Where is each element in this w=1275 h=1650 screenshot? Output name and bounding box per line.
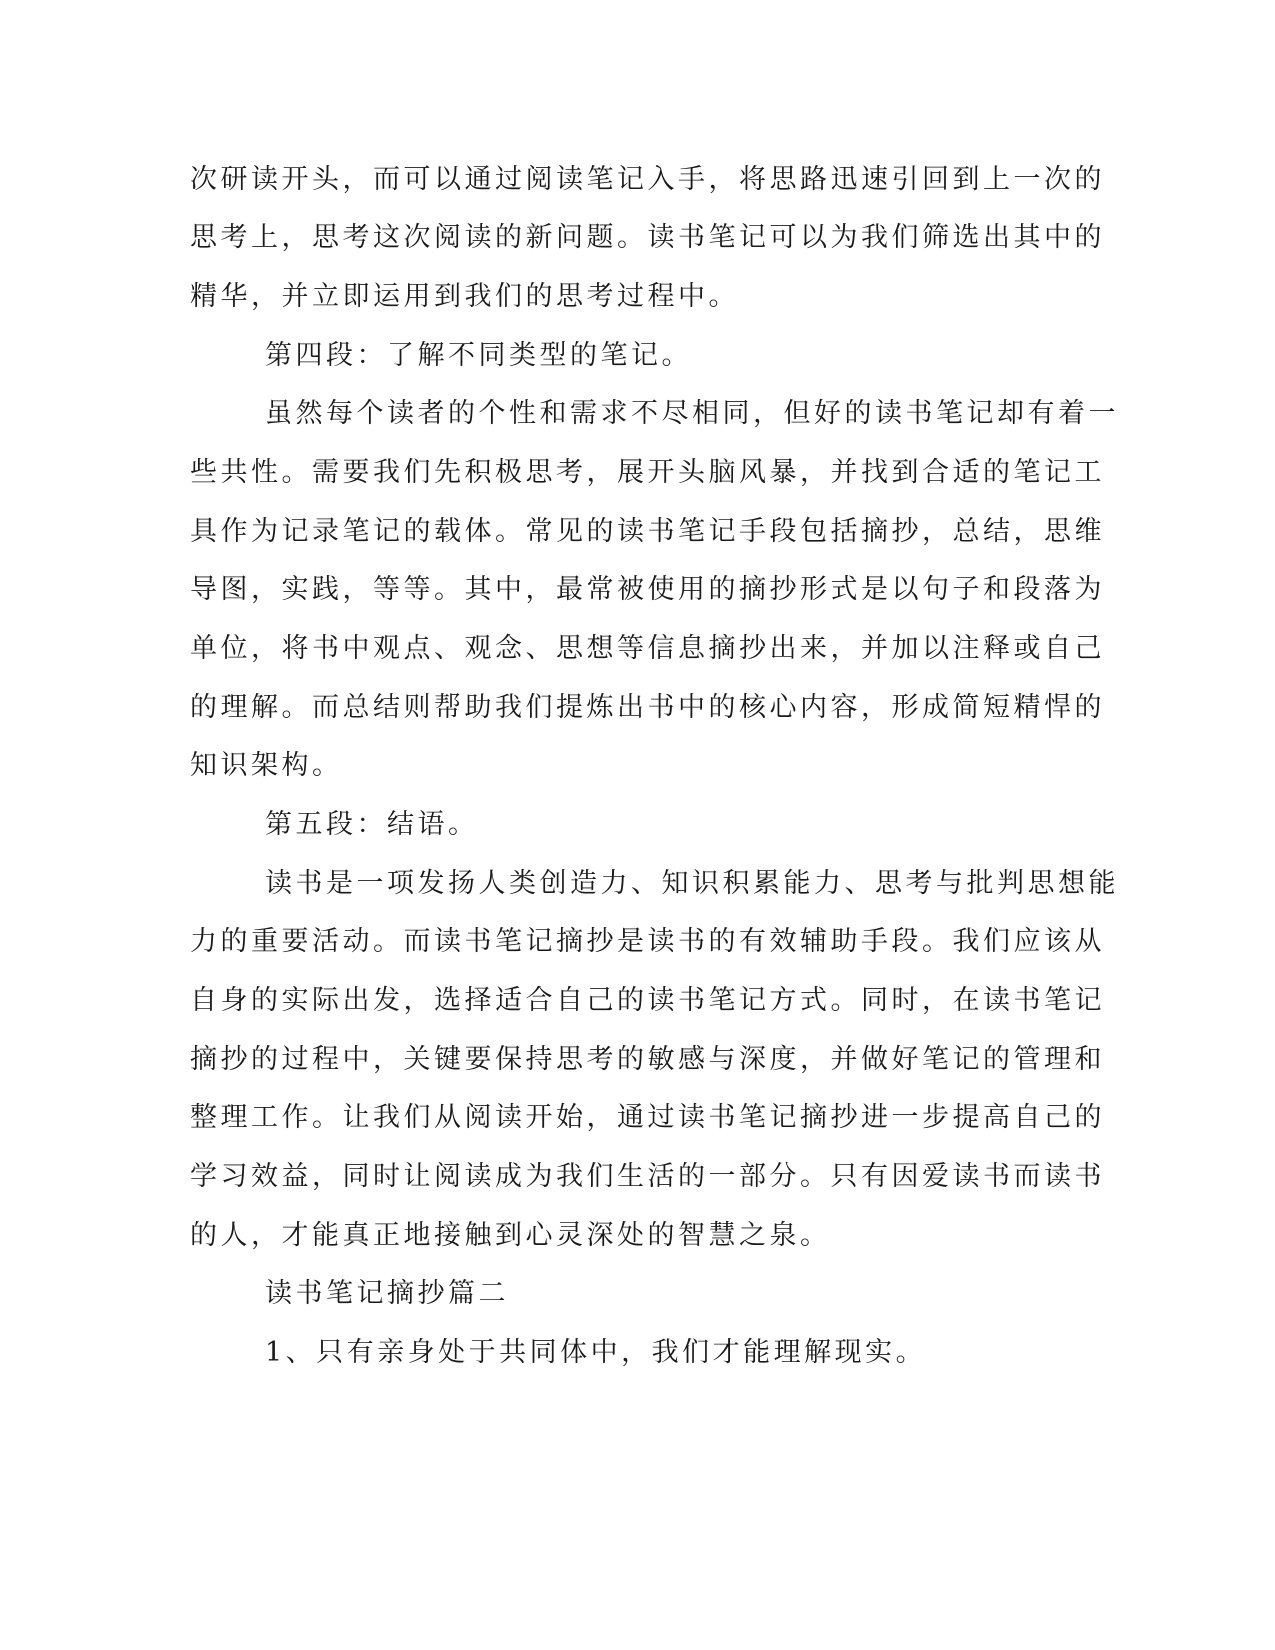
section-heading: 第五段：结语。	[265, 809, 479, 840]
section-heading: 读书笔记摘抄篇二	[265, 1278, 509, 1309]
text-line: 具作为记录笔记的载体。常见的读书笔记手段包括摘抄，总结，思维	[190, 516, 1105, 547]
text-line: 力的重要活动。而读书笔记摘抄是读书的有效辅助手段。我们应该从	[190, 926, 1105, 957]
section-heading: 第四段：了解不同类型的笔记。	[265, 340, 692, 371]
text-line: 单位，将书中观点、观念、思想等信息摘抄出来，并加以注释或自己	[190, 633, 1105, 664]
text-line: 导图，实践，等等。其中，最常被使用的摘抄形式是以句子和段落为	[190, 574, 1105, 605]
text-line: 的理解。而总结则帮助我们提炼出书中的核心内容，形成简短精悍的	[190, 692, 1105, 723]
text-line: 整理工作。让我们从阅读开始，通过读书笔记摘抄进一步提高自己的	[190, 1102, 1105, 1133]
text-line: 学习效益，同时让阅读成为我们生活的一部分。只有因爱读书而读书	[190, 1161, 1105, 1192]
text-line: 精华，并立即运用到我们的思考过程中。	[190, 281, 739, 312]
text-line: 虽然每个读者的个性和需求不尽相同，但好的读书笔记却有着一	[265, 398, 1119, 429]
text-line: 摘抄的过程中，关键要保持思考的敏感与深度，并做好笔记的管理和	[190, 1044, 1105, 1075]
list-item: 1、只有亲身处于共同体中，我们才能理解现实。	[265, 1337, 927, 1368]
text-line: 的人，才能真正地接触到心灵深处的智慧之泉。	[190, 1220, 831, 1251]
text-line: 知识架构。	[190, 750, 343, 781]
text-line: 自身的实际出发，选择适合自己的读书笔记方式。同时，在读书笔记	[190, 985, 1105, 1016]
text-line: 些共性。需要我们先积极思考，展开头脑风暴，并找到合适的笔记工	[190, 457, 1105, 488]
text-line: 次研读开头，而可以通过阅读笔记入手，将思路迅速引回到上一次的	[190, 164, 1105, 195]
text-line: 读书是一项发扬人类创造力、知识积累能力、思考与批判思想能	[265, 868, 1119, 899]
text-line: 思考上，思考这次阅读的新问题。读书笔记可以为我们筛选出其中的	[190, 222, 1105, 253]
